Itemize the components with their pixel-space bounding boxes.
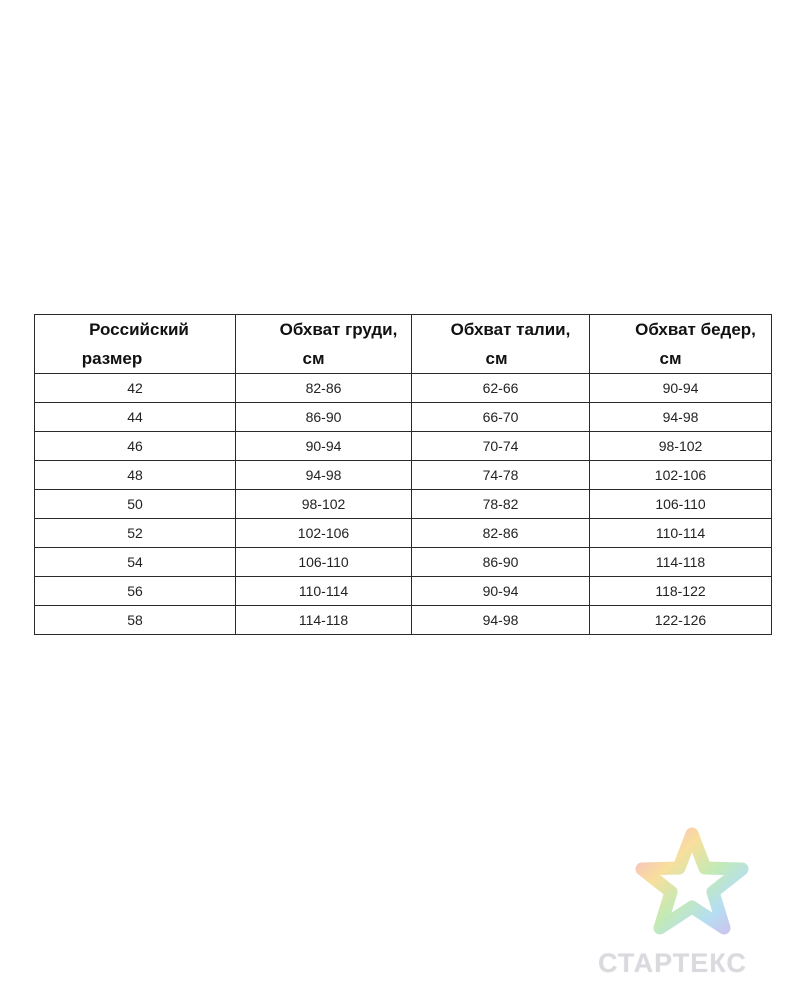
header-text: Обхват бедер,	[635, 320, 756, 339]
cell-chest: 94-98	[236, 461, 412, 490]
cell-size: 58	[35, 606, 236, 635]
cell-hips: 110-114	[590, 519, 772, 548]
cell-chest: 114-118	[236, 606, 412, 635]
startex-watermark: СТАРТЕКС	[598, 948, 747, 978]
table-row	[35, 374, 772, 403]
cell-size: 54	[35, 548, 236, 577]
cell-size: 48	[35, 461, 236, 490]
cell-hips: 90-94	[590, 374, 772, 403]
cell-chest: 98-102	[236, 490, 412, 519]
cell-size: 46	[35, 432, 236, 461]
cell-chest: 82-86	[236, 374, 412, 403]
cell-hips: 94-98	[590, 403, 772, 432]
rainbow-star-icon	[630, 822, 754, 946]
header-hips	[590, 315, 772, 374]
cell-hips: 114-118	[590, 548, 772, 577]
header-text: см	[485, 349, 508, 368]
cell-waist: 94-98	[412, 606, 590, 635]
cell-waist: 66-70	[412, 403, 590, 432]
cell-hips: 106-110	[590, 490, 772, 519]
cell-chest: 86-90	[236, 403, 412, 432]
cell-waist: 78-82	[412, 490, 590, 519]
header-chest	[236, 315, 412, 374]
table-row	[35, 490, 772, 519]
cell-hips: 118-122	[590, 577, 772, 606]
table-row	[35, 403, 772, 432]
header-text: Обхват груди,	[279, 320, 398, 339]
cell-hips: 98-102	[590, 432, 772, 461]
table-row	[35, 548, 772, 577]
header-text: Российский	[89, 320, 189, 339]
cell-size: 44	[35, 403, 236, 432]
size-table	[34, 314, 772, 635]
cell-chest: 110-114	[236, 577, 412, 606]
cell-hips: 122-126	[590, 606, 772, 635]
header-text: Обхват талии,	[450, 320, 571, 339]
cell-hips: 102-106	[590, 461, 772, 490]
header-waist	[412, 315, 590, 374]
header-text: размер	[81, 349, 143, 368]
cell-waist: 90-94	[412, 577, 590, 606]
table-row	[35, 432, 772, 461]
cell-chest: 90-94	[236, 432, 412, 461]
cell-waist: 70-74	[412, 432, 590, 461]
cell-waist: 74-78	[412, 461, 590, 490]
cell-size: 42	[35, 374, 236, 403]
table-header-row	[35, 315, 772, 374]
cell-chest: 102-106	[236, 519, 412, 548]
cell-size: 50	[35, 490, 236, 519]
cell-chest: 106-110	[236, 548, 412, 577]
cell-size: 52	[35, 519, 236, 548]
table-row	[35, 577, 772, 606]
cell-waist: 82-86	[412, 519, 590, 548]
table-row	[35, 606, 772, 635]
table-row	[35, 461, 772, 490]
cell-waist: 86-90	[412, 548, 590, 577]
table-row	[35, 519, 772, 548]
cell-waist: 62-66	[412, 374, 590, 403]
header-russian-size	[35, 315, 236, 374]
cell-size: 56	[35, 577, 236, 606]
header-text: см	[302, 349, 325, 368]
header-text: см	[659, 349, 682, 368]
